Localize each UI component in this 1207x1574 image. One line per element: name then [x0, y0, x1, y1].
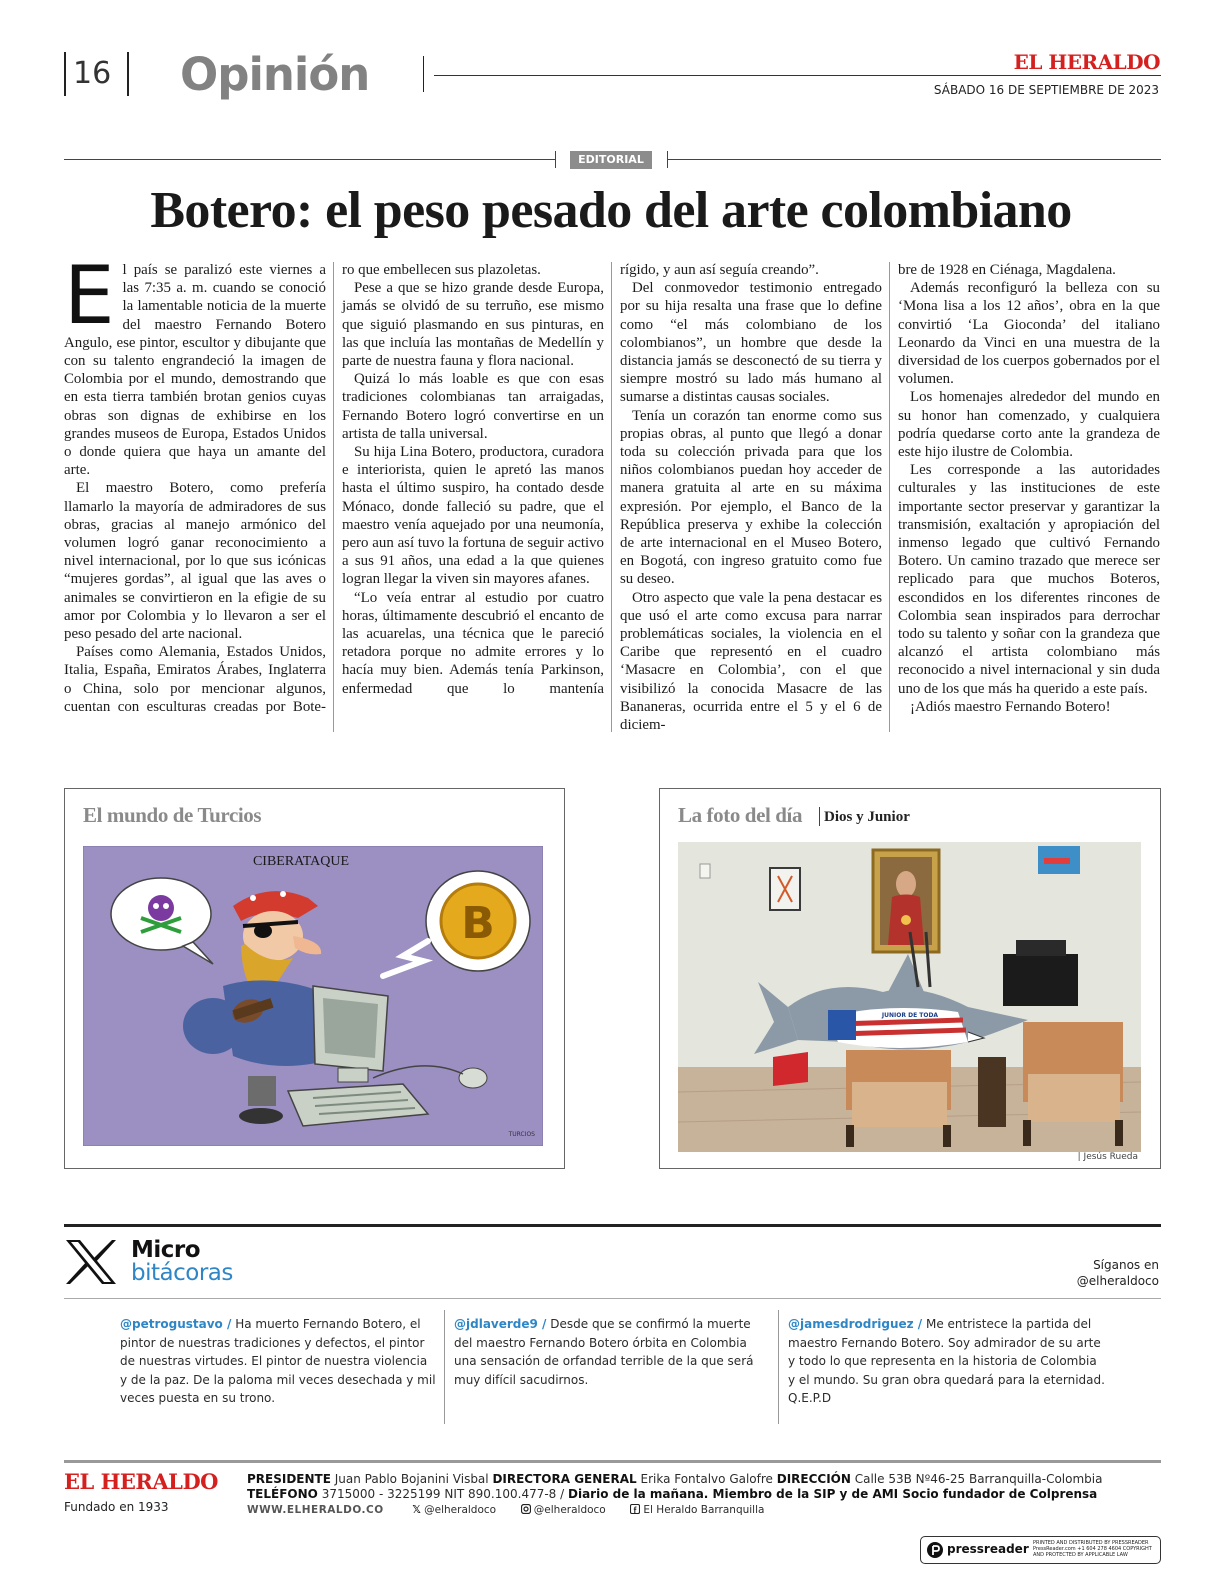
article-paragraph: Otro aspecto que vale la pena destacar es que usó el arte como excusa para narrar problemáticas sociales, la violencia en el Caribe que representó en el cuadro ‘Masacre en Colombia’, con el que visibilizó la conocida Masacre de las Bananeras, ocurrida entre el 5 y el 6 de diciem- [620, 589, 882, 734]
article-paragraph: Quizá lo más loable es que con esas tradiciones colombianas tan arraigadas, Fernando Botero logró convertirse en un artista de talla universal. [342, 371, 604, 442]
bitcoin-symbol: B [461, 898, 495, 949]
editorial-label: EDITORIAL [570, 151, 652, 169]
editorial-rule-left [64, 159, 555, 160]
pressreader-label: pressreader [947, 1542, 1029, 1556]
article-paragraph: El maestro Botero, como prefería llamarlo la mayoría de admiradores de sus obras, gracias al manejo armónico del volumen logró ganar reconocimiento a nivel internacional, por lo que sus icónicas “mujeres gordas”, al igual que las aves o animales se convirtieron en la efigie de su amor por Colombia y lo llevaron a ser el peso pesado del arte nacional. [64, 480, 326, 643]
cartoon-illustration [83, 846, 543, 1146]
cartoon-title: El mundo de Turcios [83, 803, 262, 827]
footer-label: DIRECCIÓN [776, 1472, 851, 1486]
facebook-icon [630, 1504, 640, 1514]
article-paragraph: Del conmovedor testimonio entregado por su hija resalta una frase que lo define como “el más colombiano de los colombianos”, un hombre que desde la distancia jamás se desconectó de su tierra y siempre mostró su lado más humano al sumarse a distintas causas sociales. [620, 280, 882, 406]
cartoonist-signature: TURCIOS [508, 1131, 535, 1138]
cartoon-image[interactable] [83, 846, 543, 1146]
article-paragraph: Países como Alemania, Estados Unidos, Italia, España, Emiratos Árabes, Inglaterra o China, solo por mencionar algunos, cuentan con esculturas creadas por Bote- [64, 644, 326, 715]
footer-logo[interactable]: EL HERALDO [64, 1469, 218, 1494]
tweet-text: Desde que se confirmó la muerte del maestro Fernando Botero órbita en Colombia una sensación de orfandad terrible de la que será muy difícil sacudirnos. [454, 1317, 754, 1387]
headline: Botero: el peso pesado del arte colombiano [150, 182, 1072, 239]
article-paragraph: Les corresponde a las autoridades culturales y las instituciones de este importante sector preservar y garantizar la transmisión, exaltación y apropiación del inmenso legado que cultivó Fernando Botero. Un camino trazado que merece ser replicado para que muchos Boteros, escondidos en los diferentes rincones de Colombia sean inspirados para derrochar todo su talento y soñar con la grandeza que alcanzó el artista colombiano más reconocido a nivel internacional y sin duda uno de los que más ha querido a este país. [898, 462, 1160, 697]
footer-value: Juan Pablo Bojanini Visbal [330, 1472, 493, 1486]
footer-label: DIRECTORA GENERAL [492, 1472, 637, 1486]
micro-top-rule [64, 1224, 1161, 1227]
article-paragraph: Su hija Lina Botero, productora, curadora e interiorista, quien le apretó las manos hasta el último suspiro, ha contado desde Mónaco, donde falleció su padre, que el maestro venía aquejado por una neumonía, pero aun así tuvo la fortuna de seguir activo a sus 91 años, una edad a la que quienes logran llegar la viven sin mayores afanes. [342, 444, 604, 588]
article-paragraph: bre de 1928 en Ciénaga, Magdalena. [898, 262, 1116, 278]
section-title: Opinión [180, 48, 370, 101]
follow-handle[interactable]: @elheraldoco [1076, 1274, 1159, 1288]
footer-rule [64, 1460, 1161, 1463]
photo-credit: | Jesús Rueda [1077, 1152, 1138, 1162]
tweet [120, 1315, 438, 1408]
pressreader-fine-print: PRINTED AND DISTRIBUTED BY PRESSREADER PressReader.com +1 604 278 4604 COPYRIGHT AND PROTECTED BY APPLICABLE LAW [1033, 1540, 1152, 1558]
website-link[interactable]: WWW.ELHERALDO.CO [247, 1504, 384, 1516]
article-paragraph: Pese a que se hizo grande desde Europa, jamás se olvidó de su terruño, ese mismo que siguió plasmando en sus pinturas, en las que incluía las montañas de Medellín y parte de nuestra fauna y flora nacional. [342, 280, 604, 370]
tweet-handle[interactable]: @jamesdrodriguez / [788, 1317, 923, 1331]
article-column-2 [342, 261, 604, 698]
facebook-name[interactable]: El Heraldo Barranquilla [643, 1504, 765, 1516]
edition-date: SÁBADO 16 DE SEPTIEMBRE DE 2023 [933, 83, 1159, 97]
tweet [454, 1315, 772, 1389]
tweet-divider [444, 1310, 445, 1424]
article-column-1 [64, 249, 326, 716]
photo-illustration [678, 842, 1141, 1152]
cartoon-caption: CIBERATAQUE [252, 854, 350, 869]
header-divider [127, 52, 129, 96]
tweet-handle[interactable]: @petrogustavo / [120, 1317, 232, 1331]
article-paragraph: Además reconfiguró la belleza con su ‘Mona lisa a los 12 años’, obra en la que convirtió ‘La Gioconda’ del italiano Leonardo da Vinci en una muestra de la diversidad de los cuerpos gobernados por el volumen. [898, 280, 1160, 388]
article-column-3 [620, 261, 882, 734]
x-logo-icon [64, 1238, 118, 1286]
footer-staff-line [247, 1472, 1102, 1486]
shark-text: JUNIOR DE TODA [881, 1012, 939, 1019]
photo-of-the-day[interactable] [678, 842, 1141, 1152]
pressreader-icon [926, 1541, 944, 1559]
religious-painting [873, 850, 939, 952]
page-number: 16 [73, 56, 112, 91]
instagram-handle[interactable]: @elheraldoco [533, 1504, 606, 1516]
follow-us[interactable] [1077, 1257, 1159, 1289]
footer-label: PRESIDENTE [247, 1472, 331, 1486]
follow-label: Síganos en [1093, 1258, 1159, 1272]
tweet [788, 1315, 1106, 1408]
column-divider [889, 262, 890, 732]
x-handle[interactable]: @elheraldoco [424, 1504, 497, 1516]
tweet-divider [778, 1310, 779, 1424]
article-paragraph: Los homenajes alrededor del mundo en su honor han comenzado, y cualquiera podría quedarse corto ante la grandeza de este hijo ilustre de Colombia. [898, 389, 1160, 461]
footer-value: Calle 53B Nº46-25 Barranquilla-Colombia [850, 1472, 1103, 1486]
article-paragraph: Tenía un corazón tan enorme como sus propias obras, al punto que llegó a donar toda su colección privada para que los niños colombianos puedan hoy acceder de manera gratuita al arte en su máxima expresión. Por ejemplo, el Banco de la República preserva y exhibe la colección de arte internacional en el Museo Botero, en Bogotá, con ingreso gratuito como fue su deseo. [620, 407, 882, 588]
tweet-text: Me entristece la partida del maestro Fernando Botero. Soy admirador de su arte y todo lo que representa en la historia de Colombia y el mundo. Su gran obra quedará para la eternidad. Q.E.P.D [788, 1317, 1105, 1405]
column-divider [611, 262, 612, 732]
bitacoras-title: bitácoras [131, 1260, 233, 1286]
footer-label: TELÉFONO [247, 1487, 318, 1501]
article-paragraph: ¡Adiós maestro Fernando Botero! [910, 698, 1111, 715]
column-divider [333, 262, 334, 732]
drop-cap: E [64, 249, 115, 342]
footer-contact-line [247, 1487, 1097, 1501]
article-paragraph: l país se paralizó este viernes a las 7:35 a. m. cuando se conoció la lamentable noticia de la muerte del maestro Fernando Botero Angulo, ese pintor, escultor y dibujante que con su talento engrandeció la imagen de Colombia por el mundo, demostrando que en esta tierra también brotan genios cuyas obras son dignas de exhibirse en los grandes museos de Europa, Estados Unidos o donde quiera que haya un amante del arte. [64, 262, 326, 479]
pressreader-badge[interactable] [920, 1536, 1161, 1564]
footer-value: Erika Fontalvo Galofre [636, 1472, 777, 1486]
header-rule [434, 75, 1161, 76]
header-divider [64, 52, 66, 96]
header-divider [423, 56, 424, 92]
micro-rule [64, 1298, 1161, 1299]
photo-box [659, 788, 1161, 1169]
x-icon: 𝕏 [412, 1504, 421, 1516]
article-paragraph: rígido, y aun así seguía creando”. [620, 262, 819, 278]
micro-title: Micro [131, 1237, 201, 1263]
tweet-text: Ha muerto Fernando Botero, el pintor de nuestras tradiciones y defectos, el pintor de nuestras virtudes. El pintor de nuestra violencia y de la paz. De la paloma mil veces desechada y mil veces puesta en su trono. [120, 1317, 436, 1405]
editorial-tick [555, 151, 556, 168]
editorial-rule-right [667, 159, 1161, 160]
footer-tagline: Diario de la mañana. Miembro de la SIP y de AMI Socio fundador de Colprensa [568, 1487, 1098, 1501]
footer-value: 3715000 - 3225199 NIT 890.100.477-8 / [317, 1487, 568, 1501]
photo-title-divider [819, 807, 820, 826]
footer-social-line [247, 1504, 764, 1516]
article-column-4 [898, 261, 1160, 716]
instagram-icon [521, 1504, 531, 1514]
tweet-handle[interactable]: @jdlaverde9 / [454, 1317, 547, 1331]
article-paragraph: “Lo veía entrar al estudio por cuatro horas, últimamente descubrió el encanto de las acuarelas, una técnica que le pareció retadora porque no admite errores y lo hacía muy bien. Además tenía Parkinson, enfermedad que lo mantenía [342, 589, 604, 697]
article-paragraph: ro que embellecen sus plazoletas. [342, 262, 541, 278]
cartoon-box [64, 788, 565, 1169]
masthead-logo[interactable]: EL HERALDO [1013, 50, 1160, 74]
founded-year: Fundado en 1933 [64, 1500, 169, 1514]
photo-subtitle: Dios y Junior [824, 809, 910, 825]
photo-title: La foto del día [678, 803, 803, 827]
